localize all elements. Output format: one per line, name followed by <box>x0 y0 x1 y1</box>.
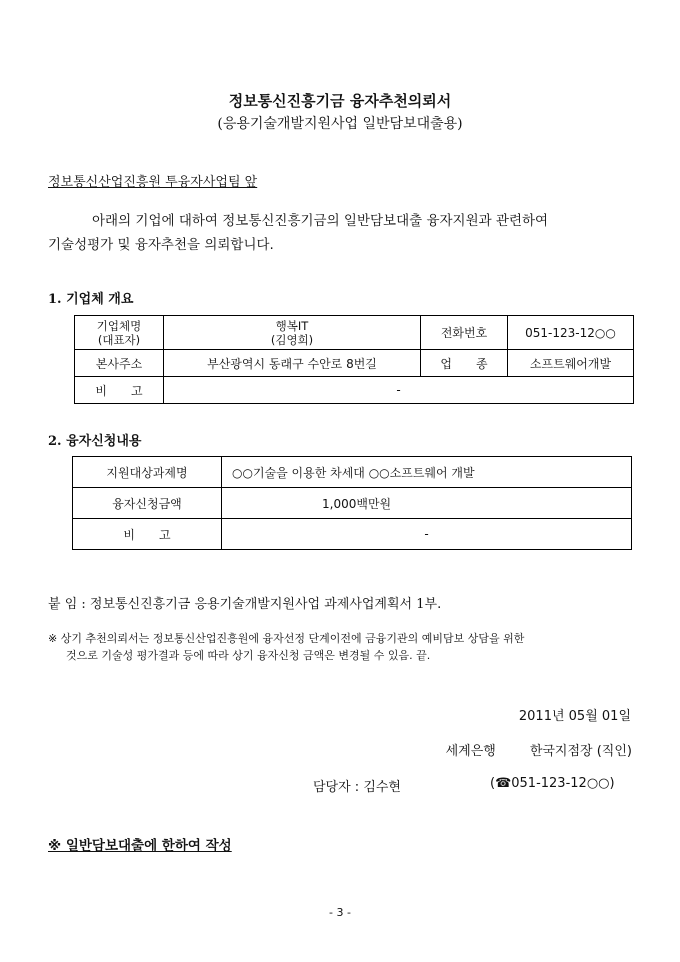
document-subtitle: (응용기술개발지원사업 일반담보대출용) <box>217 116 463 132</box>
issuer-line <box>446 740 632 759</box>
manager-line: 담당자 : 김수현 <box>313 780 401 795</box>
note-line-1: ※ 상기 추천의뢰서는 정보통신산업진흥원에 융자선정 단계이전에 금융기관의 예비담보 상담을 위한 <box>48 632 525 645</box>
address-value: 부산광역시 동래구 수안로 8번길 <box>164 350 421 377</box>
amount-label: 융자신청금액 <box>73 488 222 519</box>
note-line-2: 것으로 기술성 평가결과 등에 따라 상기 융자신청 금액은 변경될 수 있음. 끝. <box>66 649 431 662</box>
company-overview-table <box>74 315 634 404</box>
phone-label: 전화번호 <box>421 316 508 350</box>
amount-value: 1,000백만원 <box>222 488 632 519</box>
loan-remarks-value: - <box>222 519 632 550</box>
document-date: 2011년 05월 01일 <box>518 709 631 724</box>
section-heading-loan-request: 2. 융자신청내용 <box>48 434 142 449</box>
loan-request-table <box>72 456 632 550</box>
project-label: 지원대상과제명 <box>73 457 222 488</box>
industry-value: 소프트웨어개발 <box>508 350 634 377</box>
company-name-cell <box>164 316 421 350</box>
issuer-branch: 한국지점장 (직인) <box>529 744 632 759</box>
project-value: ○○기술을 이용한 차세대 ○○소프트웨어 개발 <box>222 457 632 488</box>
company-name-label-cell <box>75 316 164 350</box>
phone-value: 051-123-12○○ <box>508 316 634 350</box>
company-name-label: 기업체명 <box>96 318 142 333</box>
page-number: - 3 - <box>329 906 351 919</box>
company-name-value: 행복IT <box>275 318 309 333</box>
issuer-bank: 세계은행 <box>445 744 496 759</box>
contact-phone: (☎051-123-12○○) <box>490 776 615 791</box>
document-title: 정보통신진흥기금 융자추천의뢰서 <box>228 92 452 110</box>
recipient-line: 정보통신산업진흥원 투융자사업팀 앞 <box>48 175 258 190</box>
body-paragraph-line-2: 기술성평가 및 융자추천을 의뢰합니다. <box>48 237 274 253</box>
body-paragraph-line-1: 아래의 기업에 대하여 정보통신진흥기금의 일반담보대출 융자지원과 관련하여 <box>92 213 549 229</box>
address-label: 본사주소 <box>75 350 164 377</box>
footer-note: ※ 일반담보대출에 한하여 작성 <box>48 838 232 854</box>
industry-label: 업 종 <box>421 350 508 377</box>
remarks-label: 비 고 <box>75 377 164 404</box>
remarks-value: - <box>164 377 634 404</box>
section-heading-company-overview: 1. 기업체 개요 <box>48 292 134 307</box>
representative-value: (김영희) <box>270 332 314 347</box>
representative-label: (대표자) <box>97 332 141 347</box>
loan-remarks-label: 비 고 <box>73 519 222 550</box>
attachment-line: 붙 임 : 정보통신진흥기금 응용기술개발지원사업 과제사업계획서 1부. <box>48 597 442 612</box>
